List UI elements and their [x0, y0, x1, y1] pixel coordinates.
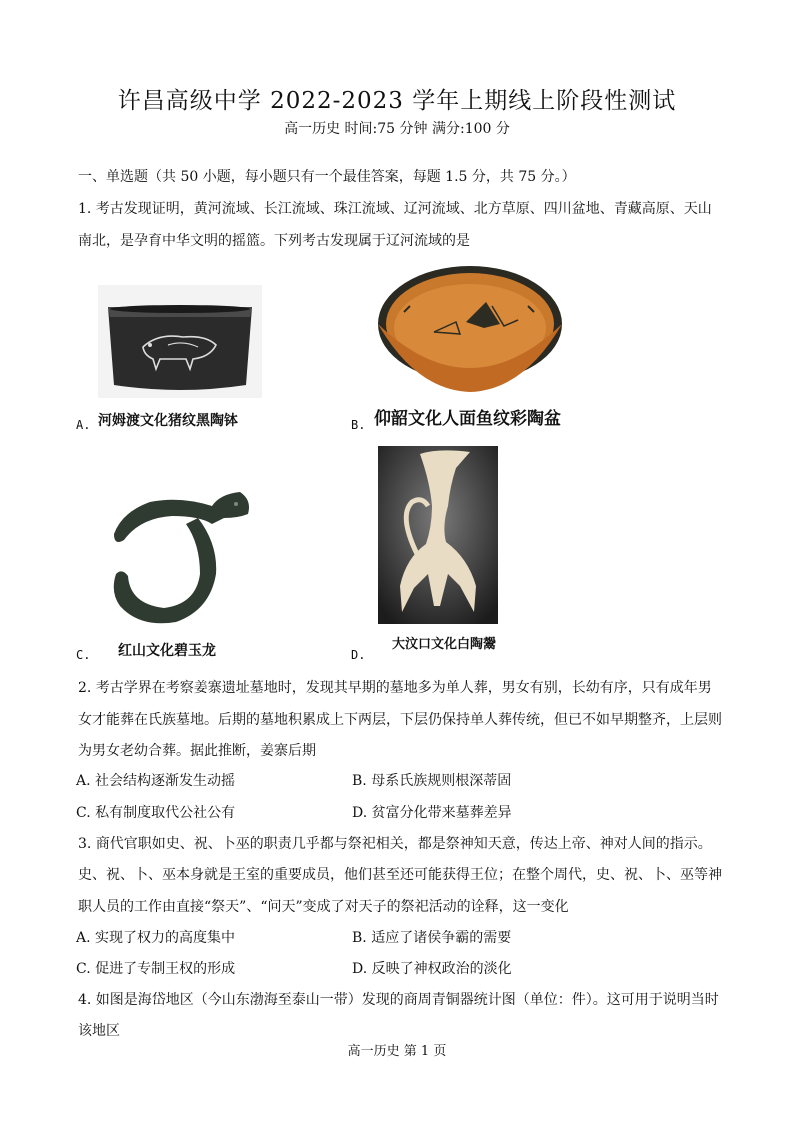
question-2-text-line-1: 2. 考古学界在考察姜寨遗址墓地时，发现其早期的墓地多为单人葬，男女有别，长幼有序，只有成年男	[78, 680, 712, 696]
question-3-text-line-3: 职人员的工作由直接“祭天”、“问天”变成了对天子的祭祀活动的诠释，这一变化	[78, 899, 569, 915]
jade-dragon-image	[100, 474, 256, 628]
question-1-text-line-1: 1. 考古发现证明，黄河流域、长江流域、珠江流域、辽河流域、北方草原、四川盆地、青藏高原、天山	[78, 201, 712, 217]
question-4-text-line-2: 该地区	[78, 1023, 120, 1039]
question-4-text-line-1: 4. 如图是海岱地区（今山东渤海至泰山一带）发现的商周青铜器统计图（单位：件）。这可用于说明当时	[78, 992, 719, 1008]
question-2-text-line-2: 女才能葬在氏族墓地。后期的墓地积累成上下两层，下层仍保持单人葬传统，但已不如早期整齐，上层则	[78, 712, 722, 728]
white-pottery-gui-image	[378, 446, 498, 624]
option-c-letter[interactable]: C.	[76, 648, 91, 662]
question-1-text-line-2: 南北，是孕育中华文明的摇篮。下列考古发现属于辽河流域的是	[78, 233, 470, 249]
question-2-text-line-3: 为男女老幼合葬。据此推断，姜寨后期	[78, 743, 316, 759]
option-b-letter[interactable]: B.	[351, 418, 366, 432]
q2-option-b[interactable]: B. 母系氏族规则根深蒂固	[352, 773, 512, 789]
q2-option-d[interactable]: D. 贫富分化带来墓葬差异	[352, 805, 512, 821]
question-3-text-line-2: 史、祝、卜、巫本身就是王室的重要成员，他们甚至还可能获得王位；在整个周代，史、祝、卜、巫等神	[78, 867, 722, 883]
option-b-caption: 仰韶文化人面鱼纹彩陶盆	[374, 409, 561, 429]
q2-option-c[interactable]: C. 私有制度取代公社公有	[76, 805, 236, 821]
q3-option-d[interactable]: D. 反映了神权政治的淡化	[352, 961, 512, 977]
option-d-letter[interactable]: D.	[351, 648, 366, 662]
q3-option-c[interactable]: C. 促进了专制王权的形成	[76, 961, 236, 977]
q2-option-a[interactable]: A. 社会结构逐渐发生动摇	[76, 773, 236, 789]
page-title: 许昌高级中学 2022-2023 学年上期线上阶段性测试	[117, 88, 677, 114]
option-c-caption: 红山文化碧玉龙	[118, 643, 216, 659]
section-heading: 一、单选题（共 50 小题，每小题只有一个最佳答案，每题 1.5 分，共 75 分。）	[78, 169, 576, 185]
q3-option-b[interactable]: B. 适应了诸侯争霸的需要	[352, 930, 512, 946]
question-3-text-line-1: 3. 商代官职如史、祝、卜巫的职责几乎都与祭祀相关，都是祭神知天意，传达上帝、神对人间的指示。	[78, 836, 712, 852]
option-a-caption: 河姆渡文化猪纹黑陶钵	[98, 413, 238, 429]
option-a-letter[interactable]: A.	[76, 418, 91, 432]
exam-info: 高一历史 时间:75 分钟 满分:100 分	[284, 121, 510, 137]
q3-option-a[interactable]: A. 实现了权力的高度集中	[76, 930, 236, 946]
page-footer: 高一历史 第 1 页	[347, 1044, 447, 1059]
painted-pottery-basin-image	[374, 262, 567, 394]
option-d-caption: 大汶口文化白陶鬶	[392, 637, 497, 652]
pig-pattern-black-pottery-image	[98, 285, 262, 398]
